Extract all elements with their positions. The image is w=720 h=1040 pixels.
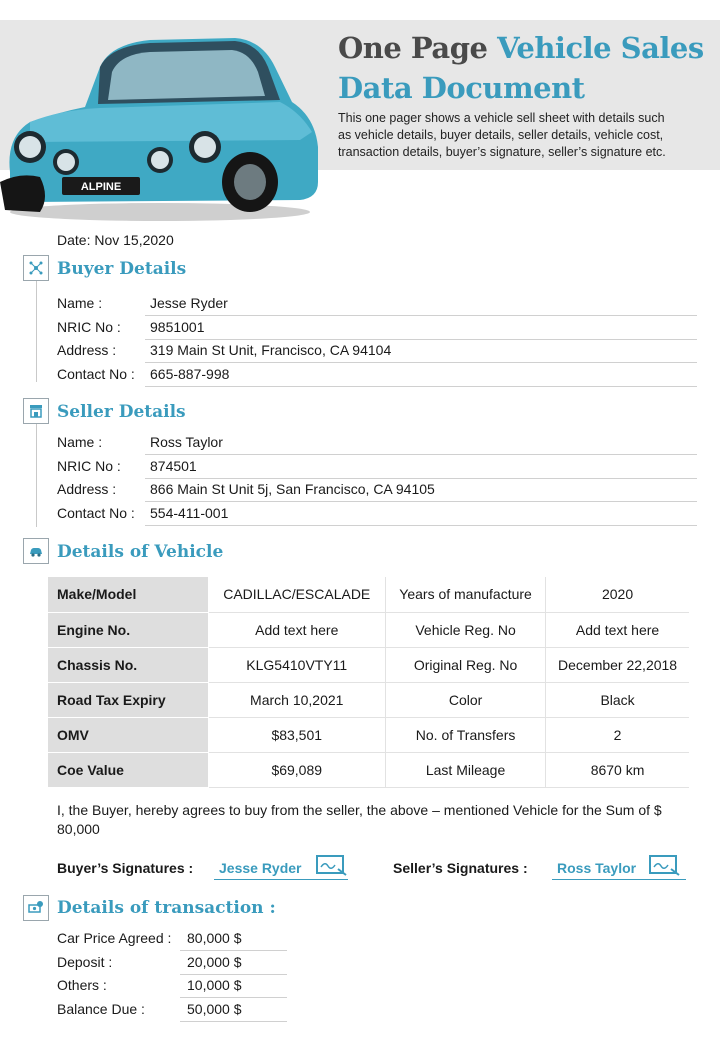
seller-address-value: 866 Main St Unit 5j, San Francisco, CA 94105 xyxy=(150,481,435,497)
seller-contact-row xyxy=(57,502,697,526)
table-cell: CADILLAC/ESCALADE xyxy=(208,577,386,612)
signature-icon xyxy=(649,855,681,877)
table-key-cell: Chassis No. xyxy=(48,647,208,682)
seller-signature-name: Ross Taylor xyxy=(557,860,637,876)
table-cell: Original Reg. No xyxy=(386,647,546,682)
buyer-signature-line xyxy=(214,879,348,880)
seller-signature-label: Seller’s Signatures : xyxy=(393,860,528,876)
buyer-name-value: Jesse Ryder xyxy=(150,295,228,311)
table-row xyxy=(48,682,689,717)
field-label: Address : xyxy=(57,481,117,497)
vehicle-details-title: Details of Vehicle xyxy=(57,542,224,562)
field-label: Balance Due : xyxy=(57,1001,145,1017)
table-row xyxy=(48,577,689,612)
table-cell: Add text here xyxy=(546,612,689,647)
table-cell: Last Mileage xyxy=(386,752,546,787)
table-cell: Color xyxy=(386,682,546,717)
buyer-name-row xyxy=(57,292,697,316)
car-icon xyxy=(23,538,49,564)
document-date: Date: Nov 15,2020 xyxy=(57,232,174,248)
transaction-row xyxy=(57,998,287,1022)
signature-icon xyxy=(316,855,348,877)
transaction-row xyxy=(57,951,287,975)
page-title: One Page Vehicle Sales Data Document xyxy=(338,31,704,105)
transaction-row xyxy=(57,974,287,998)
table-cell: December 22,2018 xyxy=(546,647,689,682)
buyer-contact-value: 665-887-998 xyxy=(150,366,230,382)
table-cell: 2 xyxy=(546,717,689,752)
deposit-value: 20,000 $ xyxy=(187,954,242,970)
buyer-nric-value: 9851001 xyxy=(150,319,205,335)
timeline-line-buyer xyxy=(36,270,37,382)
table-key-cell: Make/Model xyxy=(48,577,208,612)
field-label: Deposit : xyxy=(57,954,113,970)
table-key-cell: Coe Value xyxy=(48,752,208,787)
field-label: Contact No : xyxy=(57,505,135,521)
table-cell: March 10,2021 xyxy=(208,682,386,717)
seller-nric-row xyxy=(57,455,697,479)
field-underline xyxy=(145,386,697,387)
seller-nric-value: 874501 xyxy=(150,458,197,474)
buyer-contact-row xyxy=(57,363,697,387)
money-icon xyxy=(23,895,49,921)
table-row xyxy=(48,752,689,787)
seller-signature-line xyxy=(552,879,686,880)
field-label: Name : xyxy=(57,295,103,311)
table-key-cell: Road Tax Expiry xyxy=(48,682,208,717)
seller-address-row xyxy=(57,478,697,502)
buyer-signature-label: Buyer’s Signatures : xyxy=(57,860,194,876)
agreement-text: I, the Buyer, hereby agrees to buy from the seller, the above – mentioned Vehicle for the Sum of $ 80,000 xyxy=(57,802,662,837)
field-underline xyxy=(180,1021,287,1022)
network-icon xyxy=(23,255,49,281)
table-cell: No. of Transfers xyxy=(386,717,546,752)
table-cell: $69,089 xyxy=(208,752,386,787)
svg-text:ALPINE: ALPINE xyxy=(80,181,122,193)
buyer-address-row xyxy=(57,339,697,363)
seller-name-row xyxy=(57,431,697,455)
page-subtitle: This one pager shows a vehicle sell sheet with details such as vehicle details, buyer details, seller details, vehicle cost, transaction details, buyer’s signature, seller’s signature etc. xyxy=(338,111,666,159)
field-label: NRIC No : xyxy=(57,319,121,335)
transaction-details-title: Details of transaction : xyxy=(57,898,276,918)
field-label: Others : xyxy=(57,977,107,993)
vehicle-details-table xyxy=(48,577,689,788)
table-key-cell: Engine No. xyxy=(48,612,208,647)
table-cell: 2020 xyxy=(546,577,689,612)
car-image xyxy=(0,22,326,222)
others-value: 10,000 $ xyxy=(187,977,242,993)
field-label: Contact No : xyxy=(57,366,135,382)
transaction-row xyxy=(57,927,287,951)
table-cell: $83,501 xyxy=(208,717,386,752)
balance-due-value: 50,000 $ xyxy=(187,1001,242,1017)
seller-name-value: Ross Taylor xyxy=(150,434,223,450)
buyer-details-title: Buyer Details xyxy=(57,259,187,279)
table-cell: Black xyxy=(546,682,689,717)
seller-details-title: Seller Details xyxy=(57,402,186,422)
store-icon xyxy=(23,398,49,424)
field-label: Car Price Agreed : xyxy=(57,930,172,946)
table-cell: Add text here xyxy=(208,612,386,647)
buyer-signature-name: Jesse Ryder xyxy=(219,860,302,876)
seller-contact-value: 554-411-001 xyxy=(150,505,229,521)
table-row xyxy=(48,717,689,752)
field-underline xyxy=(145,525,697,526)
timeline-line-seller xyxy=(36,412,37,527)
table-cell: 8670 km xyxy=(546,752,689,787)
table-cell: KLG5410VTY11 xyxy=(208,647,386,682)
field-label: Address : xyxy=(57,342,117,358)
table-key-cell: OMV xyxy=(48,717,208,752)
buyer-nric-row xyxy=(57,316,697,340)
table-cell: Vehicle Reg. No xyxy=(386,612,546,647)
table-row xyxy=(48,647,689,682)
table-cell: Years of manufacture xyxy=(386,577,546,612)
buyer-address-value: 319 Main St Unit, Francisco, CA 94104 xyxy=(150,342,392,358)
table-row xyxy=(48,612,689,647)
field-label: Name : xyxy=(57,434,103,450)
field-label: NRIC No : xyxy=(57,458,121,474)
car-price-value: 80,000 $ xyxy=(187,930,242,946)
